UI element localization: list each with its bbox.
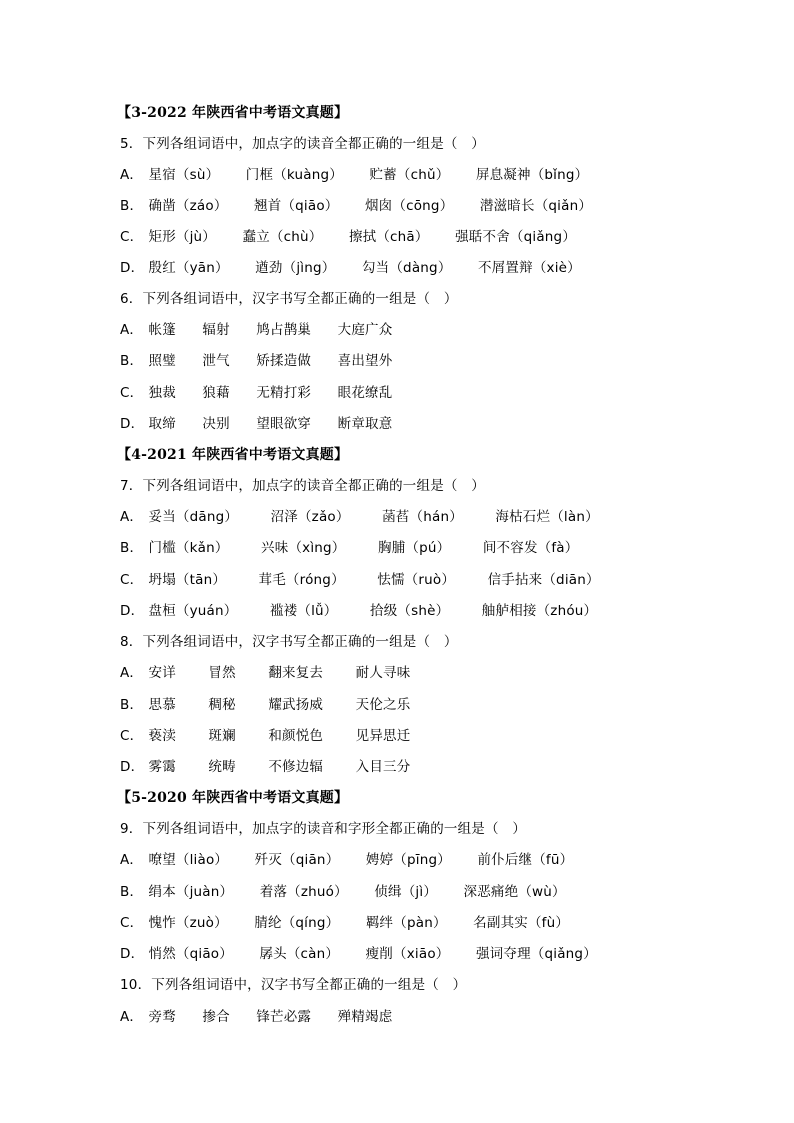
term: 菡萏（hán） <box>382 509 463 525</box>
term: 拾级（shè） <box>370 603 450 619</box>
term: 名副其实（fù） <box>473 915 570 931</box>
term: 掺合 <box>202 1009 230 1025</box>
option-row <box>120 319 414 341</box>
option-row <box>120 725 438 747</box>
term: 门框（kuàng） <box>245 167 343 183</box>
option-row <box>120 881 588 903</box>
option-label: B． <box>120 540 144 556</box>
term: 强聒不舍（qiǎng） <box>455 229 577 245</box>
term: 见异思迁 <box>355 728 411 744</box>
option-label: B． <box>120 884 144 900</box>
option-label: A． <box>120 167 144 183</box>
term: 耀武扬威 <box>268 697 324 713</box>
term: 门槛（kǎn） <box>148 540 229 556</box>
option-row <box>120 195 614 217</box>
term: 屏息凝神（bǐng） <box>475 167 589 183</box>
term: 遒劲（jìng） <box>255 260 336 276</box>
term: 烟囱（cōng） <box>364 198 454 214</box>
option-label: B． <box>120 198 144 214</box>
term: 殷红（yān） <box>148 260 229 276</box>
term: 殚精竭虑 <box>337 1009 393 1025</box>
term: 矫揉造做 <box>256 353 312 369</box>
term: 着落（zhuó） <box>259 884 348 900</box>
option-label: D． <box>120 759 145 775</box>
term: 歼灭（qiān） <box>254 852 340 868</box>
term: 斑斓 <box>208 728 236 744</box>
option-row <box>120 382 414 404</box>
option-row <box>120 350 414 372</box>
term: 擦拭（chā） <box>348 229 429 245</box>
option-label: A． <box>120 852 144 868</box>
term: 不屑置辩（xiè） <box>478 260 581 276</box>
option-label: D． <box>120 946 145 962</box>
term: 强词夺理（qiǎng） <box>475 946 597 962</box>
option-label: A． <box>120 509 144 525</box>
term: 泄气 <box>202 353 230 369</box>
term: 辐射 <box>202 322 230 338</box>
option-row <box>120 1006 414 1028</box>
option-row <box>120 257 603 279</box>
term: 翻来复去 <box>268 665 324 681</box>
section-heading: 【3-2022 年陕西省中考语文真题】 <box>117 105 349 121</box>
option-row <box>120 569 628 591</box>
term: 胸脯（pú） <box>378 540 451 556</box>
term: 入目三分 <box>355 759 411 775</box>
term: 褴褛（lǚ） <box>269 603 338 619</box>
term: 茸毛（róng） <box>258 572 345 588</box>
term: 矩形（jù） <box>148 229 217 245</box>
term: 狼藉 <box>202 385 230 401</box>
term: 愧怍（zuò） <box>148 915 228 931</box>
option-label: C． <box>120 915 144 931</box>
term: 蠢立（chù） <box>242 229 323 245</box>
option-label: A． <box>120 1009 144 1025</box>
option-row <box>120 662 438 684</box>
term: 瘦削（xiāo） <box>365 946 450 962</box>
term: 照璧 <box>148 353 176 369</box>
option-label: C． <box>120 572 144 588</box>
term: 翘首（qiāo） <box>254 198 339 214</box>
option-row <box>120 912 591 934</box>
option-label: A． <box>120 665 144 681</box>
term: 决别 <box>202 416 230 432</box>
question-stem: 5．下列各组词语中，加点字的读音全都正确的一组是（ ） <box>120 136 485 152</box>
option-row <box>120 849 595 871</box>
term: 独裁 <box>148 385 176 401</box>
section-heading: 【4-2021 年陕西省中考语文真题】 <box>117 447 349 463</box>
option-row <box>120 943 619 965</box>
term: 孱头（càn） <box>259 946 340 962</box>
term: 侦缉（jì） <box>374 884 438 900</box>
option-label: C． <box>120 385 144 401</box>
term: 羁绊（pàn） <box>365 915 447 931</box>
term: 绢本（juàn） <box>148 884 234 900</box>
option-label: D． <box>120 603 145 619</box>
term: 海枯石烂（làn） <box>495 509 599 525</box>
term: 雾霭 <box>148 759 176 775</box>
term: 思慕 <box>148 697 176 713</box>
option-label: C． <box>120 728 144 744</box>
term: 天伦之乐 <box>355 697 411 713</box>
term: 坍塌（tān） <box>148 572 227 588</box>
option-row <box>120 506 627 528</box>
term: 取缔 <box>148 416 176 432</box>
question-stem: 8．下列各组词语中，汉字书写全都正确的一组是（ ） <box>120 634 458 650</box>
option-row <box>120 600 625 622</box>
term: 冒然 <box>208 665 236 681</box>
term: 锋芒必露 <box>256 1009 312 1025</box>
term: 耐人寻味 <box>355 665 411 681</box>
term: 稠秘 <box>208 697 236 713</box>
option-row <box>120 164 610 186</box>
term: 娉婷（pīng） <box>365 852 451 868</box>
section-heading: 【5-2020 年陕西省中考语文真题】 <box>117 790 349 806</box>
term: 确凿（záo） <box>148 198 228 214</box>
term: 深恶痛绝（wù） <box>463 884 566 900</box>
term: 嘹望（liào） <box>148 852 229 868</box>
question-stem: 6．下列各组词语中，汉字书写全都正确的一组是（ ） <box>120 291 458 307</box>
term: 怯懦（ruò） <box>377 572 456 588</box>
option-label: B． <box>120 353 144 369</box>
term: 和颜悦色 <box>268 728 324 744</box>
term: 勾当（dàng） <box>361 260 452 276</box>
term: 旁骛 <box>148 1009 176 1025</box>
option-label: B． <box>120 697 144 713</box>
option-label: D． <box>120 416 145 432</box>
option-row <box>120 694 438 716</box>
option-row <box>120 226 598 248</box>
option-row <box>120 756 438 778</box>
term: 星宿（sù） <box>148 167 220 183</box>
term: 前仆后继（fū） <box>477 852 574 868</box>
term: 间不容发（fà） <box>482 540 579 556</box>
question-stem: 7．下列各组词语中，加点字的读音全都正确的一组是（ ） <box>120 478 485 494</box>
term: 沼泽（zǎo） <box>270 509 350 525</box>
term: 望眼欲穿 <box>256 416 312 432</box>
term: 断章取意 <box>337 416 393 432</box>
question-stem: 10．下列各组词语中，汉字书写全都正确的一组是（ ） <box>120 977 467 993</box>
term: 鸠占鹊巢 <box>256 322 312 338</box>
term: 盘桓（yuán） <box>148 603 238 619</box>
term: 腈纶（qíng） <box>254 915 340 931</box>
term: 无精打彩 <box>256 385 312 401</box>
term: 舳舻相接（zhóu） <box>481 603 598 619</box>
term: 兴味（xìng） <box>261 540 346 556</box>
term: 妥当（dāng） <box>148 509 239 525</box>
term: 潜滋暗长（qiǎn） <box>479 198 593 214</box>
term: 喜出望外 <box>337 353 393 369</box>
term: 安详 <box>148 665 176 681</box>
term: 亵渎 <box>148 728 176 744</box>
question-stem: 9．下列各组词语中，加点字的读音和字形全都正确的一组是（ ） <box>120 821 527 837</box>
term: 帐篷 <box>148 322 176 338</box>
term: 大庭广众 <box>337 322 393 338</box>
option-row <box>120 413 414 435</box>
term: 眼花缭乱 <box>337 385 393 401</box>
term: 悄然（qiāo） <box>148 946 233 962</box>
term: 贮蓄（chǔ） <box>369 167 450 183</box>
term: 信手拈来（diān） <box>487 572 600 588</box>
option-label: A． <box>120 322 144 338</box>
option-label: C． <box>120 229 144 245</box>
term: 统畴 <box>208 759 236 775</box>
option-label: D． <box>120 260 145 276</box>
option-row <box>120 537 606 559</box>
term: 不修边辐 <box>268 759 324 775</box>
